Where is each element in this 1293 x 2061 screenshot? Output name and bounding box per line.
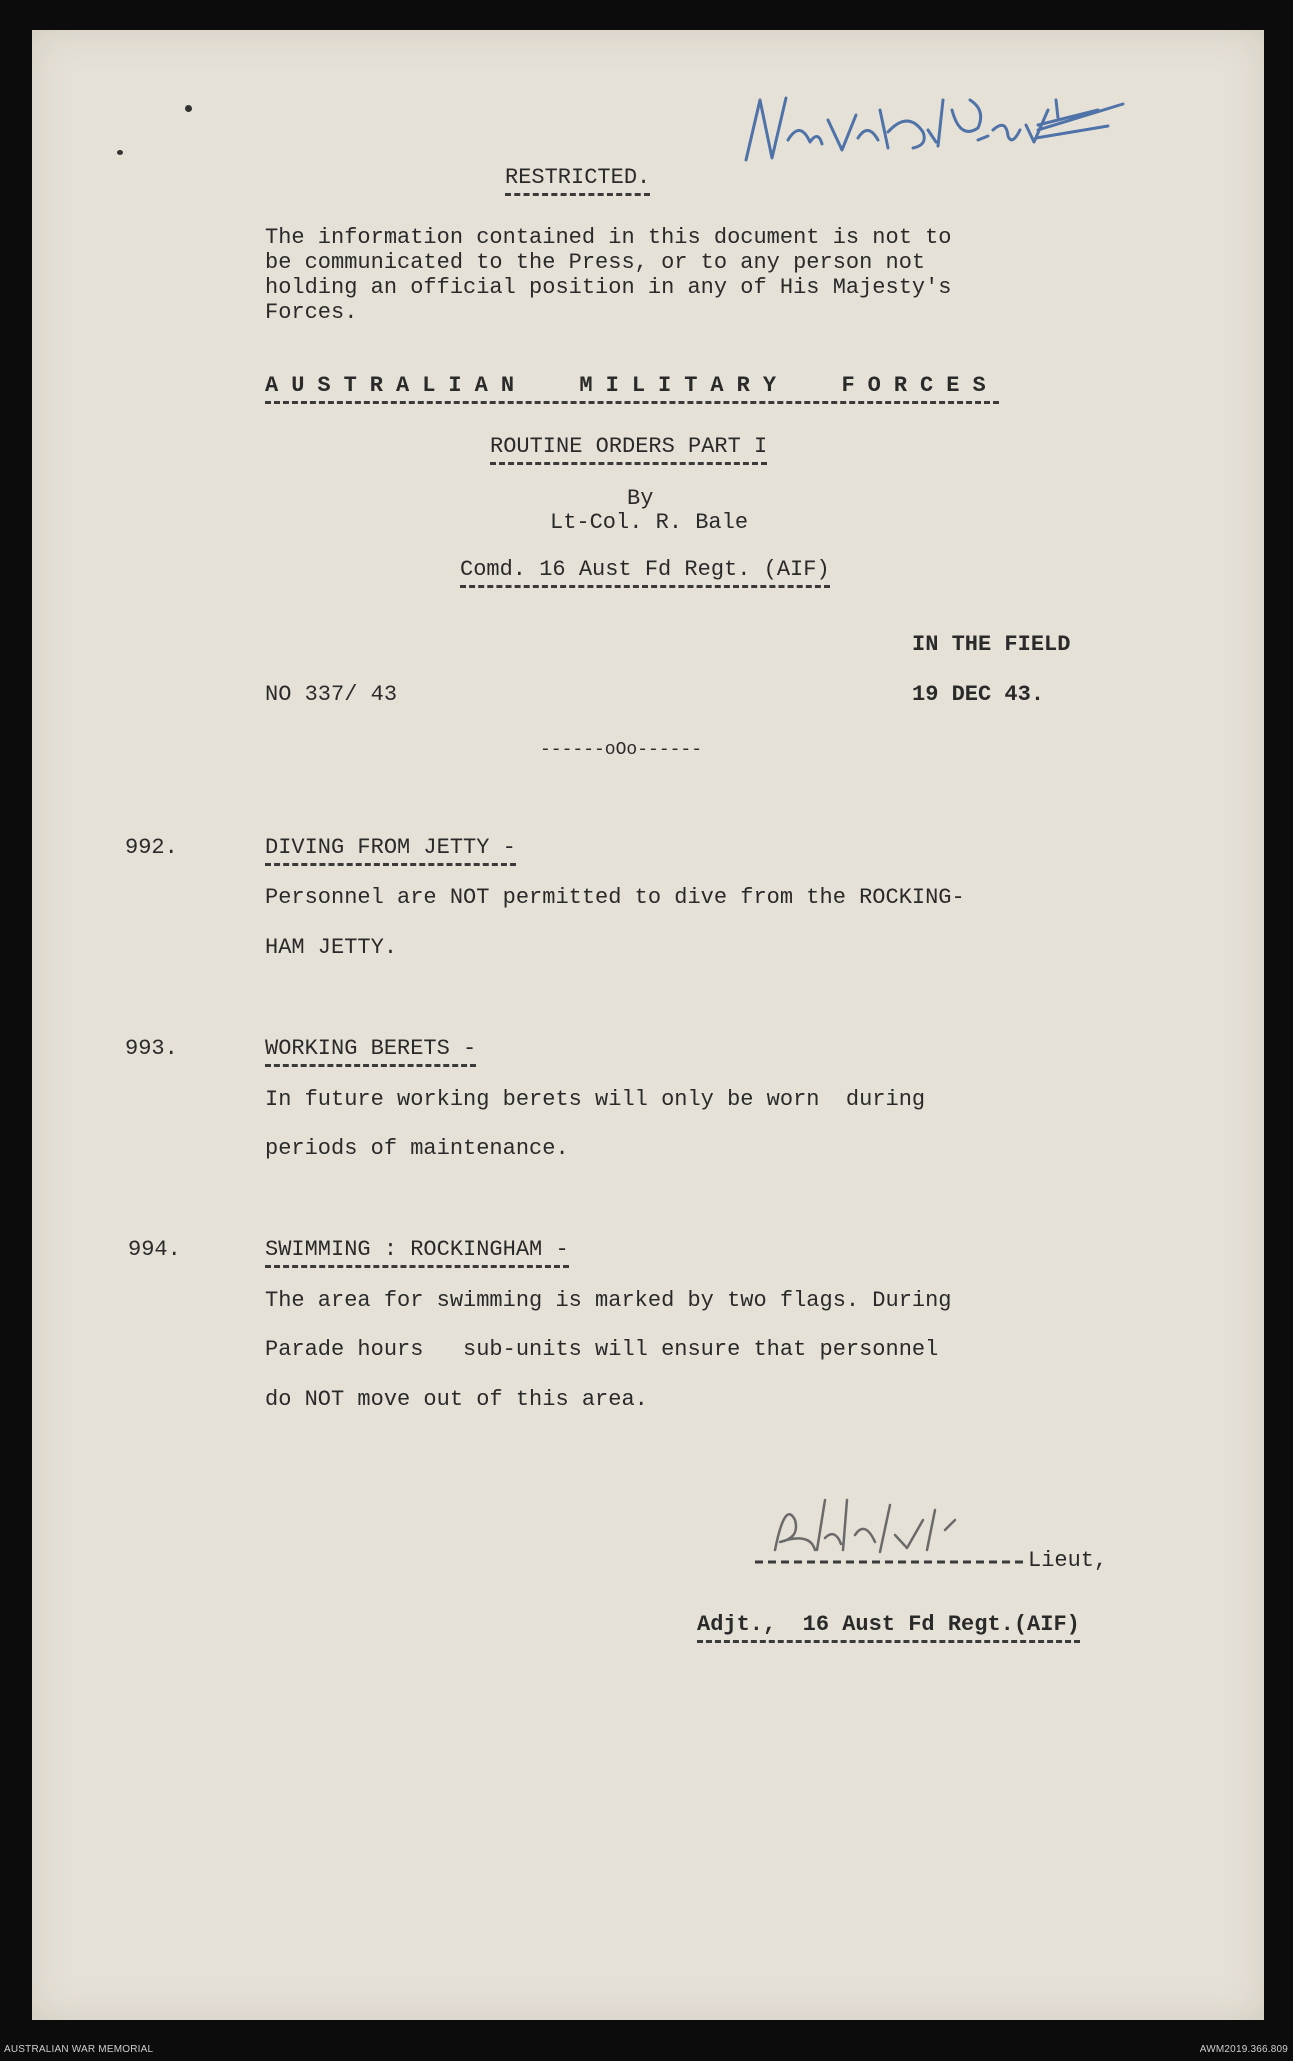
order-text: In future working berets will only be worn during	[265, 1087, 926, 1112]
paper-mark	[185, 105, 192, 112]
order-text: HAM JETTY.	[265, 935, 398, 960]
notice-line: The information contained in this document is not to	[265, 225, 952, 250]
order-heading-993: WORKING BERETS -	[265, 1036, 476, 1067]
separator: ------oOo------	[540, 740, 703, 760]
order-text: Personnel are NOT permitted to dive from the ROCKING-	[265, 885, 965, 910]
order-number-992: 992.	[125, 835, 178, 860]
forces-title: AUSTRALIAN MILITARY FORCES	[265, 373, 999, 404]
order-number: NO 337/ 43	[265, 682, 398, 707]
officer-name: Lt-Col. R. Bale	[550, 510, 749, 535]
order-text: Parade hours sub-units will ensure that personnel	[265, 1337, 939, 1362]
order-text: periods of maintenance.	[265, 1136, 569, 1161]
footer-left: AUSTRALIAN WAR MEMORIAL	[4, 2044, 154, 2055]
orders-title: ROUTINE ORDERS PART I	[490, 434, 767, 465]
order-number-993: 993.	[125, 1036, 178, 1061]
command-line: Comd. 16 Aust Fd Regt. (AIF)	[460, 557, 830, 588]
order-date: 19 DEC 43.	[912, 682, 1045, 707]
order-text: do NOT move out of this area.	[265, 1387, 648, 1412]
signatory-appointment: Adjt., 16 Aust Fd Regt.(AIF)	[697, 1612, 1080, 1643]
paper-mark	[117, 150, 123, 155]
location: IN THE FIELD	[912, 632, 1071, 657]
signature	[755, 1480, 1035, 1570]
war-diary-annotation	[738, 70, 1128, 180]
notice-line: be communicated to the Press, or to any person not	[265, 250, 926, 275]
notice-line: holding an official position in any of His Majesty's	[265, 275, 952, 300]
order-heading-994: SWIMMING : ROCKINGHAM -	[265, 1237, 569, 1268]
restricted-heading: RESTRICTED.	[505, 165, 650, 196]
order-number-994: 994.	[128, 1237, 181, 1262]
order-text: The area for swimming is marked by two flags. During	[265, 1288, 952, 1313]
order-heading-992: DIVING FROM JETTY -	[265, 835, 516, 866]
notice-line: Forces.	[265, 300, 358, 325]
signatory-rank: Lieut,	[1028, 1548, 1108, 1573]
by-label: By	[627, 486, 654, 511]
footer-right: AWM2019.366.809	[1199, 2044, 1288, 2055]
document-page	[32, 30, 1264, 2020]
